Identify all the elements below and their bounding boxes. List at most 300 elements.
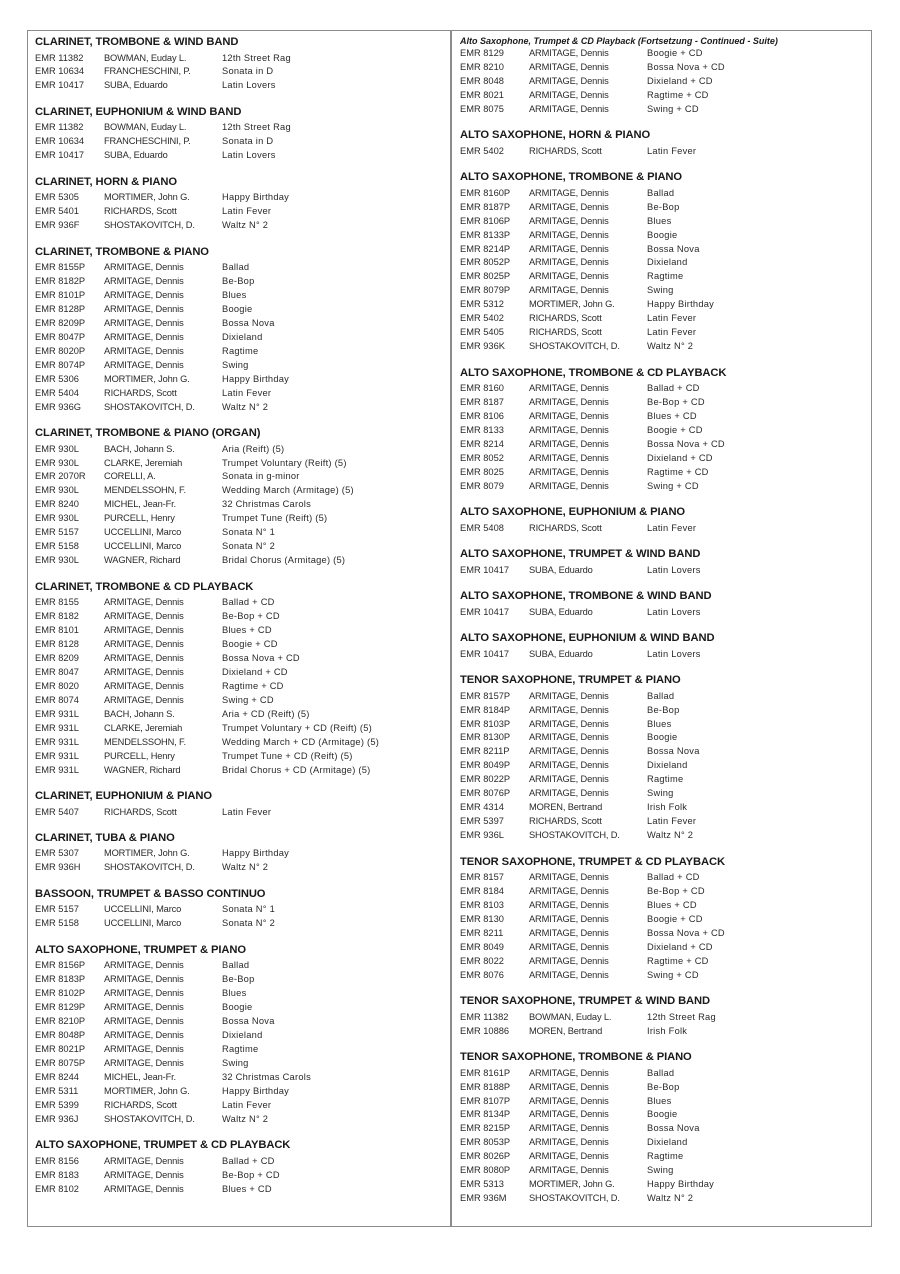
- catalog-entry: [35, 359, 443, 373]
- catalog-entry: [460, 773, 865, 787]
- section-heading: ALTO SAXOPHONE, TROMBONE & PIANO: [460, 171, 683, 184]
- catalog-section: [460, 128, 865, 158]
- work-title: Latin Fever: [222, 387, 272, 398]
- composer-name: ARMITAGE, Dennis: [529, 425, 609, 436]
- catalog-number: EMR 8101: [35, 625, 79, 636]
- composer-name: ARMITAGE, Dennis: [529, 969, 609, 980]
- composer-name: ARMITAGE, Dennis: [104, 276, 184, 287]
- composer-name: MOREN, Bertrand: [529, 1025, 603, 1036]
- catalog-entry: [460, 298, 865, 312]
- composer-name: UCCELLINI, Marco: [104, 904, 182, 915]
- work-title: Dixieland: [647, 1137, 688, 1148]
- catalog-number: EMR 931L: [35, 750, 79, 761]
- catalog-entry: [35, 806, 443, 820]
- composer-name: ARMITAGE, Dennis: [529, 704, 609, 715]
- section-heading: CLARINET, TUBA & PIANO: [35, 831, 175, 844]
- catalog-number: EMR 8156P: [35, 960, 86, 971]
- catalog-section: [460, 1050, 865, 1206]
- work-title: Be-Bop: [222, 974, 255, 985]
- catalog-number: EMR 11382: [35, 122, 84, 133]
- work-title: Happy Birthday: [222, 373, 290, 384]
- composer-name: ARMITAGE, Dennis: [529, 913, 609, 924]
- catalog-number: EMR 5401: [35, 206, 79, 217]
- composer-name: MICHEL, Jean-Fr.: [104, 499, 176, 510]
- composer-name: ARMITAGE, Dennis: [104, 960, 184, 971]
- work-title: Blues + CD: [222, 1183, 272, 1194]
- catalog-number: EMR 8182P: [35, 276, 86, 287]
- composer-name: WAGNER, Richard: [104, 764, 181, 775]
- catalog-entry: [35, 289, 443, 303]
- catalog-section: [460, 170, 865, 354]
- catalog-number: EMR 8048P: [35, 1030, 86, 1041]
- work-title: Ragtime: [647, 774, 684, 785]
- catalog-number: EMR 930L: [35, 485, 79, 496]
- section-heading: CLARINET, TROMBONE & CD PLAYBACK: [35, 580, 254, 593]
- work-title: Bossa Nova + CD: [647, 61, 725, 72]
- section-heading: TENOR SAXOPHONE, TROMBONE & PIANO: [460, 1051, 692, 1064]
- work-title: 32 Christmas Carols: [222, 499, 311, 510]
- composer-name: MORTIMER, John G.: [104, 192, 190, 203]
- work-title: Dixieland: [222, 1030, 263, 1041]
- catalog-entry: [35, 261, 443, 275]
- composer-name: ARMITAGE, Dennis: [529, 1151, 609, 1162]
- catalog-number: EMR 5307: [35, 848, 79, 859]
- catalog-entry: [460, 1136, 865, 1150]
- composer-name: ARMITAGE, Dennis: [104, 597, 184, 608]
- catalog-number: EMR 8187: [460, 397, 504, 408]
- catalog-number: EMR 8155: [35, 597, 79, 608]
- catalog-entry: [35, 736, 443, 750]
- catalog-entry: [35, 484, 443, 498]
- section-heading: TENOR SAXOPHONE, TRUMPET & WIND BAND: [460, 995, 710, 1008]
- catalog-number: EMR 931L: [35, 764, 79, 775]
- work-title: Aria (Reift) (5): [222, 443, 285, 454]
- work-title: Sonata in D: [222, 66, 274, 77]
- catalog-section: [460, 547, 865, 577]
- work-title: 32 Christmas Carols: [222, 1071, 311, 1082]
- catalog-entry: [460, 145, 865, 159]
- catalog-entry: [460, 396, 865, 410]
- composer-name: ARMITAGE, Dennis: [529, 383, 609, 394]
- catalog-section: [35, 1138, 443, 1196]
- work-title: Ballad: [222, 960, 250, 971]
- catalog-number: EMR 10417: [460, 564, 510, 575]
- catalog-entry: [460, 284, 865, 298]
- section-heading: TENOR SAXOPHONE, TRUMPET & CD PLAYBACK: [460, 855, 725, 868]
- composer-name: ARMITAGE, Dennis: [529, 411, 609, 422]
- catalog-entry: [35, 1113, 443, 1127]
- work-title: Bossa Nova: [647, 243, 700, 254]
- catalog-number: EMR 11382: [460, 1011, 509, 1022]
- work-title: Bossa Nova + CD: [647, 927, 725, 938]
- work-title: Swing: [647, 788, 674, 799]
- catalog-entry: [460, 969, 865, 983]
- composer-name: RICHARDS, Scott: [529, 145, 602, 156]
- catalog-number: EMR 8026P: [460, 1151, 511, 1162]
- composer-name: ARMITAGE, Dennis: [529, 941, 609, 952]
- catalog-entry: [35, 1001, 443, 1015]
- catalog-entry: [35, 680, 443, 694]
- catalog-section: [35, 245, 443, 415]
- catalog-entry: [460, 1178, 865, 1192]
- catalog-number: EMR 11382: [35, 52, 84, 63]
- catalog-entry: [460, 452, 865, 466]
- catalog-entry: [460, 1150, 865, 1164]
- work-title: Be-Bop: [222, 276, 255, 287]
- work-title: Swing + CD: [647, 480, 699, 491]
- composer-name: RICHARDS, Scott: [104, 387, 177, 398]
- work-title: Boogie + CD: [647, 48, 703, 58]
- work-title: Ballad: [222, 262, 250, 273]
- catalog-number: EMR 8244: [35, 1071, 79, 1082]
- composer-name: ARMITAGE, Dennis: [104, 652, 184, 663]
- catalog-entry: [460, 103, 865, 117]
- work-title: Blues: [647, 1095, 672, 1106]
- catalog-entry: [35, 345, 443, 359]
- work-title: Trumpet Voluntary (Reift) (5): [222, 457, 347, 468]
- catalog-entry: [35, 610, 443, 624]
- catalog-entry: [460, 1164, 865, 1178]
- catalog-number: EMR 5407: [35, 806, 79, 817]
- catalog-entry: [35, 973, 443, 987]
- catalog-entry: [35, 275, 443, 289]
- catalog-entry: [460, 270, 865, 284]
- catalog-number: EMR 5157: [35, 904, 79, 915]
- composer-name: ARMITAGE, Dennis: [104, 611, 184, 622]
- composer-name: ARMITAGE, Dennis: [529, 760, 609, 771]
- composer-name: PURCELL, Henry: [104, 750, 175, 761]
- work-title: Wedding March + CD (Armitage) (5): [222, 736, 380, 747]
- work-title: Bossa Nova: [647, 1123, 700, 1134]
- composer-name: ARMITAGE, Dennis: [529, 438, 609, 449]
- catalog-number: EMR 8215P: [460, 1123, 511, 1134]
- catalog-entry: [35, 1071, 443, 1085]
- catalog-number: EMR 5402: [460, 313, 504, 324]
- work-title: Latin Fever: [647, 816, 697, 827]
- work-title: Latin Lovers: [647, 648, 701, 659]
- catalog-number: EMR 930L: [35, 457, 79, 468]
- catalog-entry: [460, 787, 865, 801]
- composer-name: ARMITAGE, Dennis: [529, 187, 609, 198]
- section-heading: CLARINET, TROMBONE & PIANO: [35, 245, 209, 258]
- catalog-number: EMR 931L: [35, 722, 79, 733]
- catalog-number: EMR 8022: [460, 955, 504, 966]
- catalog-number: EMR 8076: [460, 969, 504, 980]
- work-title: Irish Folk: [647, 1025, 688, 1036]
- composer-name: BOWMAN, Euday L.: [104, 122, 187, 133]
- composer-name: MORTIMER, John G.: [104, 373, 190, 384]
- catalog-entry: [35, 708, 443, 722]
- composer-name: ARMITAGE, Dennis: [104, 303, 184, 314]
- catalog-entry: [35, 596, 443, 610]
- catalog-entry: [35, 387, 443, 401]
- composer-name: BACH, Johann S.: [104, 708, 175, 719]
- composer-name: ARMITAGE, Dennis: [529, 718, 609, 729]
- catalog-number: EMR 936J: [35, 1113, 79, 1124]
- catalog-number: EMR 10634: [35, 66, 85, 77]
- catalog-number: EMR 8134P: [460, 1109, 511, 1120]
- catalog-number: EMR 10886: [460, 1025, 510, 1036]
- catalog-entry: [35, 135, 443, 149]
- catalog-entry: [460, 899, 865, 913]
- catalog-entry: [35, 959, 443, 973]
- section-heading: ALTO SAXOPHONE, EUPHONIUM & WIND BAND: [460, 632, 715, 645]
- catalog-entry: [460, 1192, 865, 1206]
- work-title: Ragtime: [647, 271, 684, 282]
- composer-name: MENDELSSOHN, F.: [104, 485, 186, 496]
- catalog-number: EMR 8160: [460, 383, 504, 394]
- catalog-number: EMR 8106P: [460, 215, 511, 226]
- catalog-entry: [35, 219, 443, 233]
- composer-name: ARMITAGE, Dennis: [529, 1123, 609, 1134]
- work-title: 12th Street Rag: [222, 52, 291, 63]
- catalog-number: EMR 936K: [460, 341, 505, 352]
- work-title: Happy Birthday: [222, 848, 290, 859]
- catalog-entry: [460, 382, 865, 396]
- work-title: Ragtime + CD: [222, 680, 284, 691]
- catalog-section: [460, 673, 865, 843]
- catalog-number: EMR 8074: [35, 694, 79, 705]
- work-title: Boogie + CD: [647, 425, 703, 436]
- work-title: Bossa Nova + CD: [647, 438, 725, 449]
- composer-name: SHOSTAKOVITCH, D.: [529, 1193, 620, 1204]
- work-title: Sonata N° 1: [222, 904, 275, 915]
- work-title: Latin Fever: [222, 806, 272, 817]
- composer-name: ARMITAGE, Dennis: [104, 666, 184, 677]
- composer-name: RICHARDS, Scott: [104, 806, 177, 817]
- catalog-entry: [35, 638, 443, 652]
- catalog-entry: [35, 149, 443, 163]
- work-title: Latin Lovers: [222, 80, 276, 91]
- catalog-entry: [460, 913, 865, 927]
- work-title: Sonata in g-minor: [222, 471, 300, 482]
- catalog-entry: [35, 722, 443, 736]
- catalog-number: EMR 5399: [35, 1099, 79, 1110]
- catalog-number: EMR 8074P: [35, 359, 86, 370]
- composer-name: ARMITAGE, Dennis: [104, 988, 184, 999]
- catalog-entry: [460, 955, 865, 969]
- composer-name: ARMITAGE, Dennis: [529, 899, 609, 910]
- work-title: Dixieland + CD: [647, 452, 713, 463]
- composer-name: ARMITAGE, Dennis: [104, 1030, 184, 1041]
- work-title: Latin Fever: [647, 145, 697, 156]
- catalog-number: EMR 8155P: [35, 262, 86, 273]
- catalog-entry: [460, 1122, 865, 1136]
- composer-name: SHOSTAKOVITCH, D.: [104, 1113, 195, 1124]
- composer-name: ARMITAGE, Dennis: [104, 1044, 184, 1055]
- composer-name: MOREN, Bertrand: [529, 802, 603, 813]
- catalog-number: EMR 8129: [460, 48, 504, 58]
- composer-name: ARMITAGE, Dennis: [104, 289, 184, 300]
- catalog-number: EMR 8053P: [460, 1137, 511, 1148]
- composer-name: RICHARDS, Scott: [104, 206, 177, 217]
- work-title: Boogie: [222, 1002, 253, 1013]
- catalog-section: [460, 505, 865, 535]
- composer-name: SUBA, Eduardo: [529, 564, 593, 575]
- composer-name: RICHARDS, Scott: [104, 1099, 177, 1110]
- catalog-section: [35, 35, 443, 93]
- composer-name: ARMITAGE, Dennis: [529, 872, 609, 883]
- section-heading: CLARINET, EUPHONIUM & PIANO: [35, 790, 212, 803]
- work-title: Be-Bop + CD: [222, 1169, 280, 1180]
- work-title: Waltz N° 2: [647, 341, 694, 352]
- work-title: Waltz N° 2: [222, 1113, 269, 1124]
- catalog-number: EMR 8022P: [460, 774, 511, 785]
- catalog-entry: [35, 624, 443, 638]
- composer-name: ARMITAGE, Dennis: [104, 694, 184, 705]
- catalog-number: EMR 8049: [460, 941, 504, 952]
- work-title: Wedding March (Armitage) (5): [222, 485, 354, 496]
- work-title: Blues + CD: [647, 899, 697, 910]
- composer-name: MORTIMER, John G.: [529, 1179, 615, 1190]
- composer-name: ARMITAGE, Dennis: [104, 974, 184, 985]
- composer-name: UCCELLINI, Marco: [104, 918, 182, 929]
- composer-name: UCCELLINI, Marco: [104, 541, 182, 552]
- section-heading: CLARINET, TROMBONE & WIND BAND: [35, 36, 239, 48]
- work-title: Aria + CD (Reift) (5): [222, 708, 310, 719]
- catalog-section: [35, 175, 443, 233]
- catalog-number: EMR 930L: [35, 443, 79, 454]
- work-title: Latin Fever: [647, 522, 697, 533]
- catalog-entry: [460, 61, 865, 75]
- section-heading: ALTO SAXOPHONE, TRUMPET & WIND BAND: [460, 548, 701, 561]
- work-title: Sonata in D: [222, 136, 274, 147]
- composer-name: ARMITAGE, Dennis: [104, 1155, 184, 1166]
- catalog-section: [460, 994, 865, 1038]
- catalog-number: EMR 8128P: [35, 303, 86, 314]
- work-title: Dixieland + CD: [647, 941, 713, 952]
- work-title: Ragtime: [222, 345, 259, 356]
- work-title: Ragtime + CD: [647, 955, 709, 966]
- work-title: Bridal Chorus (Armitage) (5): [222, 555, 346, 566]
- composer-name: SUBA, Eduardo: [104, 80, 168, 91]
- catalog-section: [35, 580, 443, 778]
- catalog-number: EMR 931L: [35, 708, 79, 719]
- composer-name: ARMITAGE, Dennis: [529, 89, 609, 100]
- catalog-number: EMR 8047P: [35, 331, 86, 342]
- composer-name: WAGNER, Richard: [104, 555, 181, 566]
- catalog-number: EMR 8210P: [35, 1016, 86, 1027]
- composer-name: ARMITAGE, Dennis: [529, 243, 609, 254]
- composer-name: ARMITAGE, Dennis: [529, 1095, 609, 1106]
- composer-name: ARMITAGE, Dennis: [104, 680, 184, 691]
- composer-name: ARMITAGE, Dennis: [529, 75, 609, 86]
- catalog-number: EMR 8130P: [460, 732, 511, 743]
- catalog-number: EMR 8133P: [460, 229, 511, 240]
- catalog-number: EMR 8211: [460, 927, 504, 938]
- catalog-number: EMR 8160P: [460, 187, 511, 198]
- catalog-number: EMR 8161P: [460, 1067, 511, 1078]
- composer-name: ARMITAGE, Dennis: [529, 285, 609, 296]
- catalog-number: EMR 8157P: [460, 690, 511, 701]
- catalog-number: EMR 8183: [35, 1169, 79, 1180]
- catalog-entry: [460, 564, 865, 578]
- composer-name: FRANCHESCHINI, P.: [104, 136, 191, 147]
- section-heading: ALTO SAXOPHONE, HORN & PIANO: [460, 129, 651, 142]
- catalog-number: EMR 8211P: [460, 746, 510, 757]
- catalog-entry: [35, 987, 443, 1001]
- work-title: Ballad + CD: [222, 597, 275, 608]
- work-title: Swing: [647, 285, 674, 296]
- composer-name: ARMITAGE, Dennis: [529, 201, 609, 212]
- work-title: Bossa Nova: [222, 317, 275, 328]
- work-title: Ballad: [647, 1067, 675, 1078]
- composer-name: ARMITAGE, Dennis: [104, 1169, 184, 1180]
- work-title: Latin Fever: [222, 206, 272, 217]
- catalog-entry: [460, 424, 865, 438]
- catalog-entry: [460, 215, 865, 229]
- composer-name: SUBA, Eduardo: [104, 150, 168, 161]
- catalog-number: EMR 936H: [35, 862, 81, 873]
- catalog-number: EMR 8075: [460, 103, 504, 114]
- composer-name: ARMITAGE, Dennis: [104, 262, 184, 273]
- catalog-number: EMR 5397: [460, 816, 504, 827]
- catalog-entry: [460, 312, 865, 326]
- catalog-entry: [35, 554, 443, 568]
- catalog-section: [460, 589, 865, 619]
- catalog-number: EMR 2070R: [35, 471, 86, 482]
- composer-name: MORTIMER, John G.: [104, 1085, 190, 1096]
- work-title: Latin Lovers: [647, 606, 701, 617]
- catalog-entry: [460, 648, 865, 662]
- catalog-entry: [35, 540, 443, 554]
- catalog-entry: [35, 443, 443, 457]
- composer-name: ARMITAGE, Dennis: [529, 1137, 609, 1148]
- catalog-section: [35, 831, 443, 875]
- composer-name: ARMITAGE, Dennis: [529, 690, 609, 701]
- composer-name: ARMITAGE, Dennis: [529, 774, 609, 785]
- catalog-entry: [460, 871, 865, 885]
- catalog-number: EMR 5402: [460, 145, 504, 156]
- catalog-number: EMR 8020: [35, 680, 79, 691]
- work-title: Boogie: [647, 1109, 678, 1120]
- work-title: Latin Lovers: [222, 150, 276, 161]
- catalog-entry: [35, 470, 443, 484]
- composer-name: CLARKE, Jeremiah: [104, 457, 183, 468]
- catalog-number: EMR 8049P: [460, 760, 511, 771]
- catalog-entry: [460, 606, 865, 620]
- work-title: Blues: [647, 718, 672, 729]
- catalog-number: EMR 8102: [35, 1183, 79, 1194]
- catalog-number: EMR 8102P: [35, 988, 86, 999]
- composer-name: ARMITAGE, Dennis: [104, 359, 184, 370]
- composer-name: ARMITAGE, Dennis: [529, 103, 609, 114]
- composer-name: ARMITAGE, Dennis: [529, 955, 609, 966]
- catalog-number: EMR 5157: [35, 527, 79, 538]
- catalog-number: EMR 8021: [460, 89, 504, 100]
- catalog-number: EMR 8183P: [35, 974, 86, 985]
- catalog-number: EMR 8107P: [460, 1095, 511, 1106]
- catalog-entry: [35, 903, 443, 917]
- catalog-entry: [35, 79, 443, 93]
- composer-name: RICHARDS, Scott: [529, 327, 602, 338]
- composer-name: ARMITAGE, Dennis: [104, 331, 184, 342]
- composer-name: ARMITAGE, Dennis: [104, 345, 184, 356]
- catalog-number: EMR 936G: [35, 401, 81, 412]
- composer-name: ARMITAGE, Dennis: [529, 927, 609, 938]
- work-title: Ballad + CD: [647, 383, 700, 394]
- work-title: Bridal Chorus + CD (Armitage) (5): [222, 764, 371, 775]
- catalog-section: [35, 426, 443, 568]
- work-title: Happy Birthday: [222, 1085, 290, 1096]
- composer-name: ARMITAGE, Dennis: [529, 397, 609, 408]
- catalog-number: EMR 930L: [35, 513, 79, 524]
- composer-name: BOWMAN, Euday L.: [529, 1011, 612, 1022]
- catalog-entry: [460, 256, 865, 270]
- composer-name: ARMITAGE, Dennis: [529, 61, 609, 72]
- catalog-number: EMR 5305: [35, 192, 79, 203]
- composer-name: UCCELLINI, Marco: [104, 527, 182, 538]
